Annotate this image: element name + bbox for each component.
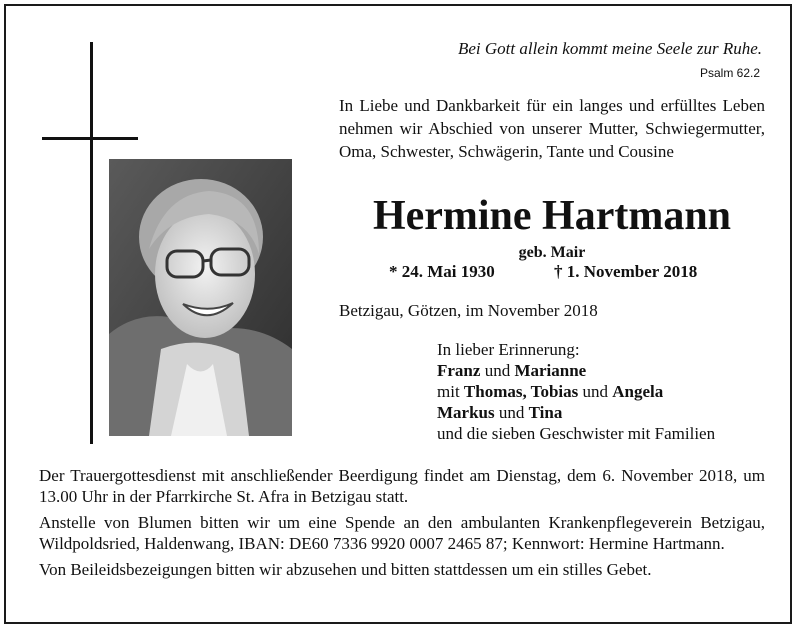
birth-date: * 24. Mai 1930 [389, 262, 495, 281]
obituary-notice [4, 4, 792, 624]
mourners-heading: In lieber Erinnerung: [437, 340, 580, 359]
mourners-line-1: Franz und Marianne [437, 361, 587, 380]
mourners-line-2: mit Thomas, Tobias und Angela [437, 382, 664, 401]
cross-vertical-bar [90, 42, 93, 444]
condolence-note: Von Beileidsbezeigungen bitten wir abzusehen und bitten stattdessen um ein stilles Gebet. [39, 560, 652, 579]
notice-footer [39, 465, 765, 585]
mourners-line-4: und die sieben Geschwister mit Familien [437, 424, 716, 443]
bible-verse: Bei Gott allein kommt meine Seele zur Ruhe. [457, 39, 762, 58]
verse-reference: Psalm 62.2 [699, 66, 760, 80]
deceased-name: Hermine Hartmann [372, 193, 732, 239]
death-date: † 1. November 2018 [554, 262, 698, 281]
place-date: Betzigau, Götzen, im November 2018 [339, 301, 598, 320]
mourners-list [437, 339, 715, 444]
portrait-illustration [109, 159, 292, 436]
service-info: Der Trauergottesdienst mit anschließender Beerdigung findet am Dienstag, dem 6. November 2018, um 13.00 Uhr in der Pfarrkirche St. Afra in Betzigau statt. [39, 466, 765, 506]
mourners-line-3: Markus und Tina [437, 403, 563, 422]
maiden-name: geb. Mair [518, 244, 586, 261]
cross-horizontal-bar [42, 137, 138, 140]
intro-text: In Liebe und Dankbarkeit für ein langes und erfülltes Leben nehmen wir Abschied von unserer Mutter, Schwiegermutter, Oma, Schwester, Schwägerin, Tante und Cousine [339, 96, 765, 161]
donation-info: Anstelle von Blumen bitten wir um eine Spende an den ambulanten Krankenpflegeverein Betzigau, Wildpoldsried, Haldenwang, IBAN: DE60 7336 9920 0007 2465 87; Kennwort: Hermine Hartmann. [39, 513, 765, 553]
portrait-photo [109, 159, 292, 436]
